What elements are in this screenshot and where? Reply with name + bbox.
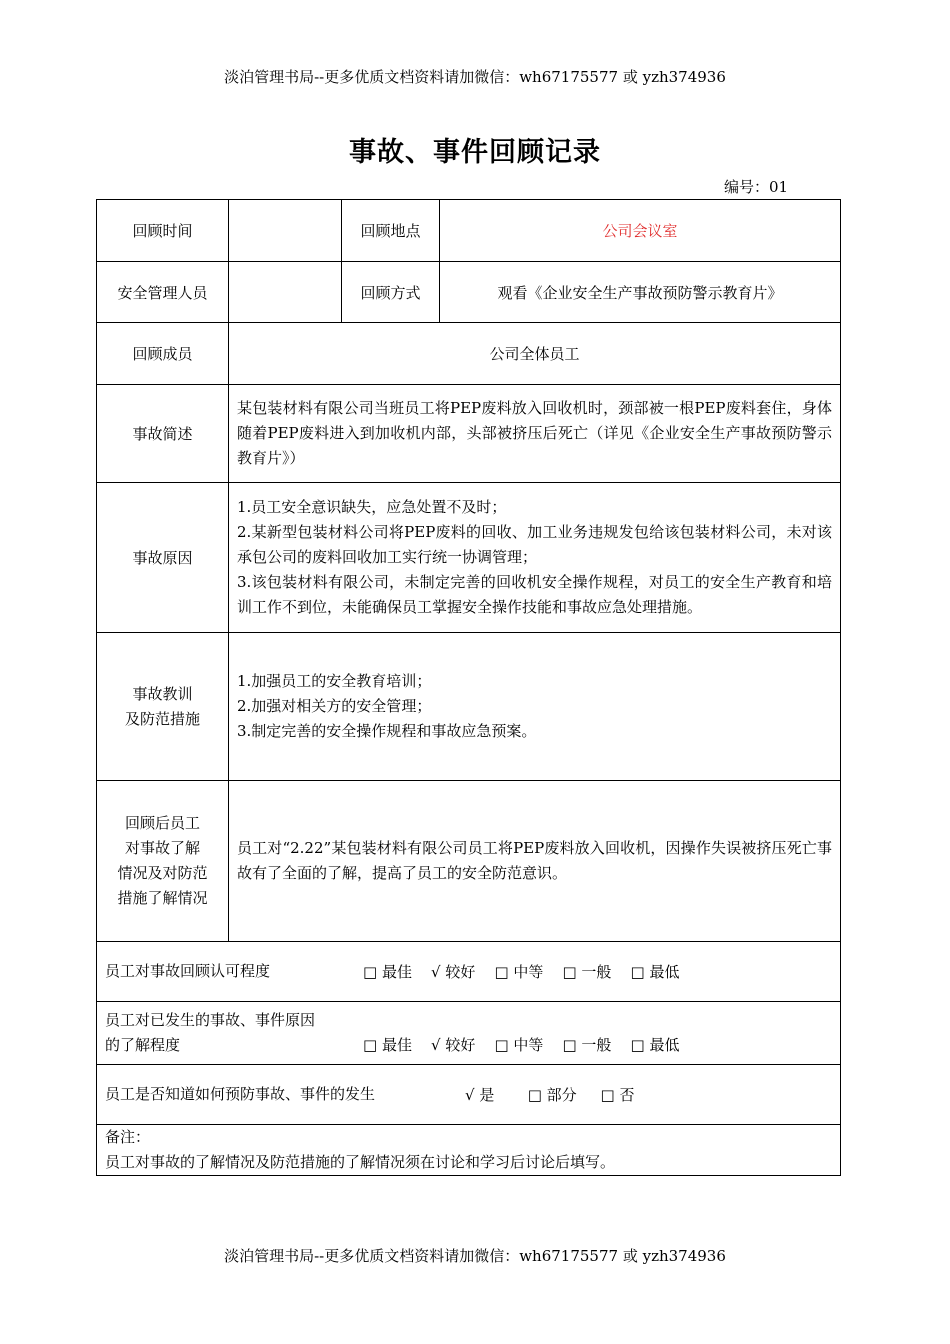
prevention-label: 员工是否知道如何预防事故、事件的发生 [105,1085,376,1103]
recognition-option-good[interactable]: √ 较好 [431,963,476,981]
understanding-option-good[interactable]: √ 较好 [431,1036,476,1054]
row-cause [97,483,841,633]
cause-text [229,483,841,633]
row-recognition [97,942,841,1002]
recognition-option-worst[interactable]: □ 最低 [630,963,680,981]
remarks-label: 备注： [105,1128,151,1146]
after-label-line-2: 对事故了解 [124,839,200,857]
lesson-label-line-1: 事故教训 [132,684,193,703]
review-method-label: 回顾方式 [342,262,440,323]
lesson-line-1: 1.加强员工的安全教育培训； [237,672,432,690]
after-label-line-1: 回顾后员工 [124,814,200,832]
understanding-option-medium[interactable]: □ 中等 [494,1036,544,1054]
page-header: 淡泊管理书局--更多优质文档资料请加微信：wh67175577 或 yzh374936 [224,68,726,86]
lesson-line-3: 3.制定完善的安全操作规程和事故应急预案。 [237,722,537,740]
understanding-options [363,1033,679,1058]
prevention-cell [97,1065,841,1125]
recognition-option-fair[interactable]: □ 一般 [562,963,612,981]
lesson-label [97,633,229,781]
review-method-value: 观看《企业安全生产事故预防警示教育片》 [440,262,841,323]
remarks-text: 员工对事故的了解情况及防范措施的了解情况须在讨论和学习后讨论后填写。 [105,1153,616,1171]
prevention-option-partial[interactable]: □ 部分 [527,1086,577,1104]
summary-text: 某包装材料有限公司当班员工将PEP废料放入回收机时，颈部被一根PEP废料套住，身体随着PEP废料进入到加收机内部，头部被挤压后死亡（详见《企业安全生产事故预防警示教育片》） [229,385,841,483]
recognition-label: 员工对事故回顾认可程度 [105,962,271,980]
understanding-label-line-2: 的了解程度 [105,1036,181,1054]
summary-label: 事故简述 [97,385,229,483]
after-review-text: 员工对“2.22”某包装材料有限公司员工将PEP废料放入回收机，因操作失误被挤压死亡事故有了全面的了解，提高了员工的安全防范意识。 [229,781,841,942]
lesson-line-2: 2.加强对相关方的安全管理； [237,697,432,715]
after-label-line-3: 情况及对防范 [117,864,208,882]
recognition-options [363,960,679,985]
row-understanding [97,1002,841,1065]
review-time-value [229,200,342,262]
members-label: 回顾成员 [97,323,229,385]
lesson-label-line-2: 及防范措施 [124,709,200,728]
recognition-cell [97,942,841,1002]
page-title: 事故、事件回顾记录 [349,137,601,168]
review-time-label: 回顾时间 [97,200,229,262]
prevention-option-yes[interactable]: √ 是 [465,1086,495,1104]
review-place-value: 公司会议室 [440,200,841,262]
lesson-text [229,633,841,781]
prevention-option-no[interactable]: □ 否 [600,1086,635,1104]
recognition-option-medium[interactable]: □ 中等 [494,963,544,981]
understanding-cell [97,1002,841,1065]
row-after-review [97,781,841,942]
cause-line-3: 3.该包装材料有限公司，未制定完善的回收机安全操作规程，对员工的安全生产教育和培训工作不到位，未能确保员工掌握安全操作技能和事故应急处理措施。 [237,573,832,616]
recognition-option-best[interactable]: □ 最佳 [363,963,412,981]
review-place-label: 回顾地点 [342,200,440,262]
row-summary [97,385,841,483]
row-lesson [97,633,841,781]
row-remarks [97,1125,841,1176]
row-members [97,323,841,385]
remarks-cell [97,1125,841,1176]
doc-number: 编号：01 [724,178,789,196]
understanding-option-best[interactable]: □ 最佳 [363,1036,412,1054]
cause-line-2: 2.某新型包装材料公司将PEP废料的回收、加工业务违规发包给该包装材料公司，未对该承包公司的废料回收加工实行统一协调管理； [237,523,832,566]
row-manager-method [97,262,841,323]
after-label-line-4: 措施了解情况 [117,889,208,907]
cause-label: 事故原因 [97,483,229,633]
safety-manager-label: 安全管理人员 [97,262,229,323]
understanding-label-line-1: 员工对已发生的事故、事件原因 [105,1011,316,1029]
row-time-place [97,200,841,262]
row-prevention [97,1065,841,1125]
understanding-option-fair[interactable]: □ 一般 [562,1036,612,1054]
page-footer: 淡泊管理书局--更多优质文档资料请加微信：wh67175577 或 yzh374936 [224,1247,726,1265]
members-value: 公司全体员工 [229,323,841,385]
safety-manager-value [229,262,342,323]
review-record-table [96,199,841,1176]
after-review-label [97,781,229,942]
understanding-option-worst[interactable]: □ 最低 [630,1036,680,1054]
cause-line-1: 1.员工安全意识缺失，应急处置不及时； [237,498,507,516]
prevention-options [465,1083,634,1108]
